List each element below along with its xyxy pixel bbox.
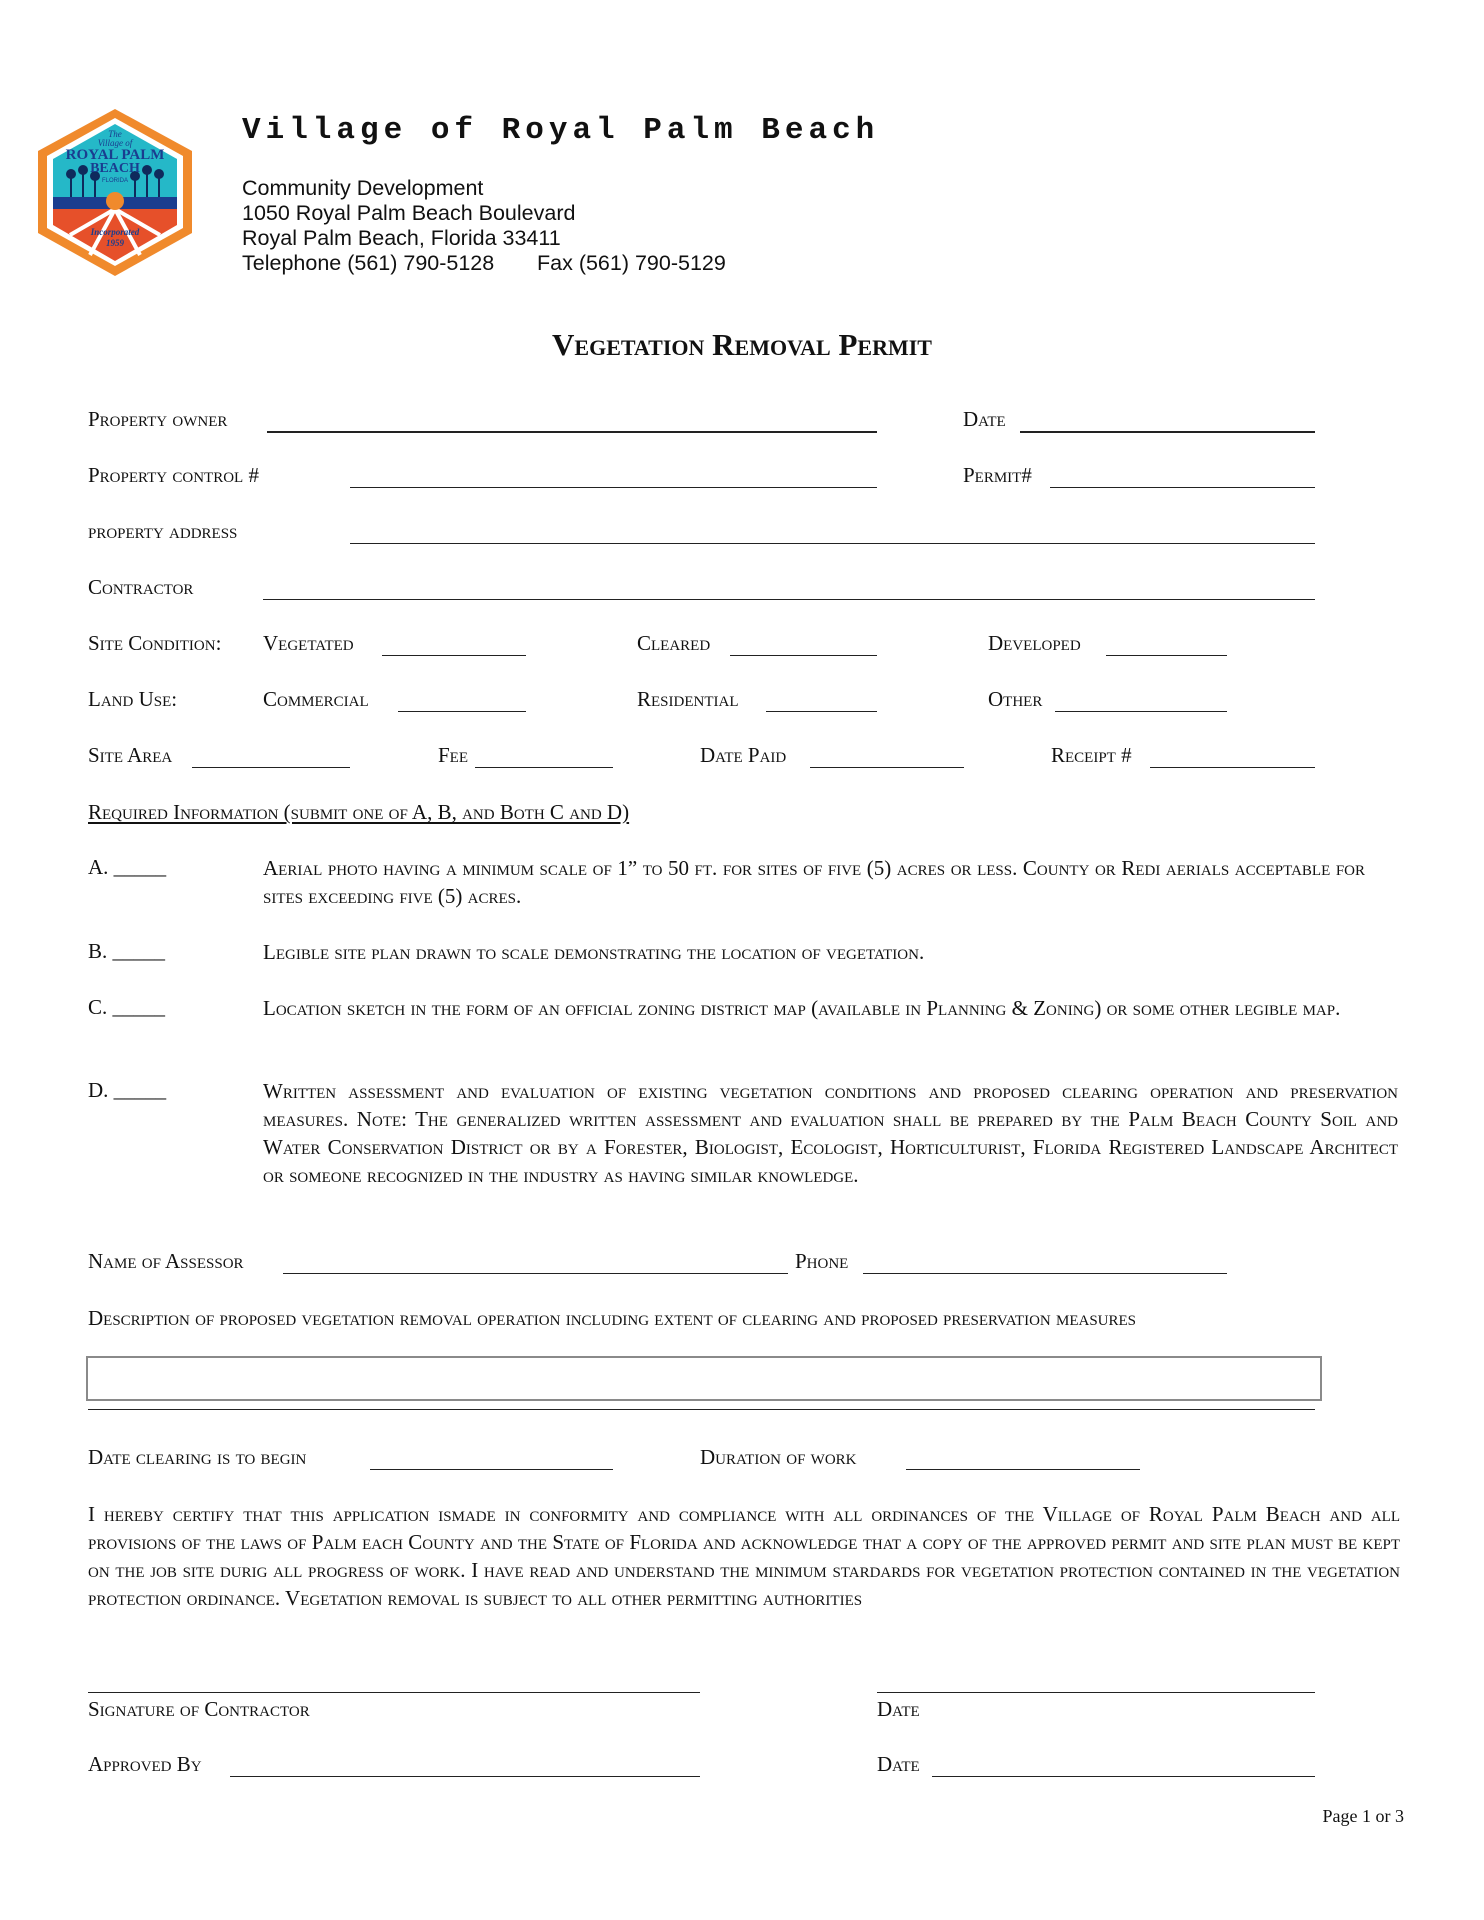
seal-text-5: FLORIDA	[101, 178, 129, 184]
property-control-input[interactable]	[350, 487, 877, 488]
street-address: 1050 Royal Palm Beach Boulevard	[242, 201, 576, 225]
other-input[interactable]	[1055, 711, 1227, 712]
description-underline	[88, 1409, 1315, 1410]
contractor-label: Contractor	[88, 575, 194, 599]
city-state-zip: Royal Palm Beach, Florida 33411	[242, 226, 561, 250]
item-a-text: Aerial photo having a minimum scale of 1” to 50 ft. for sites of five (5) acres or less. County or Redi aerials acceptable for sites exceeding five (5) acres.	[263, 856, 1365, 908]
seal-text-6: Incorporated	[90, 227, 140, 237]
fee-input[interactable]	[475, 767, 613, 768]
land-use-label: Land Use:	[88, 687, 178, 711]
seal-text-1: The	[108, 129, 122, 139]
certification-text: I hereby certify that this application ismade in conformity and compliance with all ordinances of the Village of Royal Palm Beach and all provisions of the laws of Palm each County and the State of Florida and acknowledge that a copy of the approved permit and site plan must be kept on the job site durig all progress of work. I have read and understand the minimum stardards for vegetation protection contained in the vegetation protection ordinance. Vegetation removal is subject to all other permitting authorities	[88, 1502, 1400, 1610]
assessor-name-input[interactable]	[283, 1273, 788, 1274]
seal-text-4: BEACH	[90, 161, 140, 176]
fee-label: Fee	[438, 743, 469, 767]
site-area-input[interactable]	[192, 767, 350, 768]
receipt-label: Receipt #	[1051, 743, 1132, 767]
permit-label: Permit#	[963, 463, 1032, 487]
site-condition-label: Site Condition:	[88, 631, 222, 655]
signature-date-input[interactable]	[877, 1692, 1315, 1693]
cleared-input[interactable]	[730, 655, 877, 656]
assessor-name-label: Name of Assessor	[88, 1249, 244, 1273]
description-textbox[interactable]	[86, 1356, 1322, 1401]
property-control-label: Property control #	[88, 463, 259, 487]
clearing-begin-label: Date clearing is to begin	[88, 1445, 307, 1469]
developed-input[interactable]	[1106, 655, 1227, 656]
item-b-checkbox[interactable]: B. _____	[88, 939, 166, 963]
assessor-phone-input[interactable]	[863, 1273, 1227, 1274]
approved-by-input[interactable]	[230, 1776, 700, 1777]
property-owner-label: Property owner	[88, 407, 228, 431]
seal-text-7: 1959	[106, 238, 124, 248]
date-label: Date	[963, 407, 1006, 431]
vegetated-input[interactable]	[382, 655, 526, 656]
duration-input[interactable]	[906, 1469, 1140, 1470]
telephone: Telephone (561) 790-5128	[242, 251, 495, 275]
receipt-input[interactable]	[1150, 767, 1315, 768]
item-b-text: Legible site plan drawn to scale demonstrating the location of vegetation.	[263, 940, 925, 964]
site-area-label: Site Area	[88, 743, 173, 767]
vegetated-label: Vegetated	[263, 631, 354, 655]
fax: Fax (561) 790-5129	[537, 251, 726, 275]
assessor-phone-label: Phone	[795, 1249, 849, 1273]
date-paid-label: Date Paid	[700, 743, 787, 767]
seal-text-3: ROYAL PALM	[65, 147, 165, 163]
property-owner-input[interactable]	[267, 431, 877, 433]
seal-text-2: Village of	[97, 138, 133, 148]
description-label: Description of proposed vegetation removal operation including extent of clearing and proposed preservation measures	[88, 1306, 1137, 1330]
form-title: Vegetation Removal Permit	[552, 327, 932, 362]
contractor-input[interactable]	[263, 599, 1315, 600]
clearing-begin-input[interactable]	[370, 1469, 613, 1470]
signature-date-label: Date	[877, 1697, 920, 1721]
contractor-signature-input[interactable]	[88, 1692, 700, 1693]
approved-by-label: Approved By	[88, 1752, 202, 1776]
department-name: Community Development	[242, 176, 484, 200]
date-input[interactable]	[1020, 431, 1315, 433]
item-d-text: Written assessment and evaluation of existing vegetation conditions and proposed clearing operation and preservation measures. Note: The generalized written assessment and evaluation shall be prepared by the Palm Beach County Soil and Water Conservation District or by a Forester, Biologist, Ecologist, Horticulturist, Florida Registered Landscape Architect or someone recognized in the industry as having similar knowledge.	[263, 1079, 1398, 1187]
approval-date-label: Date	[877, 1752, 920, 1776]
required-info-heading: Required Information (submit one of A, B, and Both C and D)	[88, 800, 630, 824]
developed-label: Developed	[988, 631, 1081, 655]
property-address-input[interactable]	[350, 543, 1315, 544]
village-seal-icon	[30, 105, 200, 280]
other-label: Other	[988, 687, 1043, 711]
duration-label: Duration of work	[700, 1445, 857, 1469]
commercial-input[interactable]	[398, 711, 526, 712]
residential-input[interactable]	[766, 711, 877, 712]
village-title: Village of Royal Palm Beach	[242, 113, 880, 148]
item-c-checkbox[interactable]: C. _____	[88, 995, 166, 1019]
item-a-checkbox[interactable]: A. _____	[88, 855, 167, 879]
property-address-label: property address	[88, 519, 238, 543]
approval-date-input[interactable]	[932, 1776, 1315, 1777]
residential-label: Residential	[637, 687, 739, 711]
page-number: Page 1 or 3	[1322, 1806, 1404, 1826]
contractor-signature-label: Signature of Contractor	[88, 1697, 310, 1721]
date-paid-input[interactable]	[810, 767, 964, 768]
permit-input[interactable]	[1050, 487, 1315, 488]
item-d-checkbox[interactable]: D. _____	[88, 1078, 167, 1102]
cleared-label: Cleared	[637, 631, 711, 655]
item-c-text: Location sketch in the form of an official zoning district map (available in Planning & Zoning) or some other legible map.	[263, 996, 1341, 1020]
commercial-label: Commercial	[263, 687, 369, 711]
